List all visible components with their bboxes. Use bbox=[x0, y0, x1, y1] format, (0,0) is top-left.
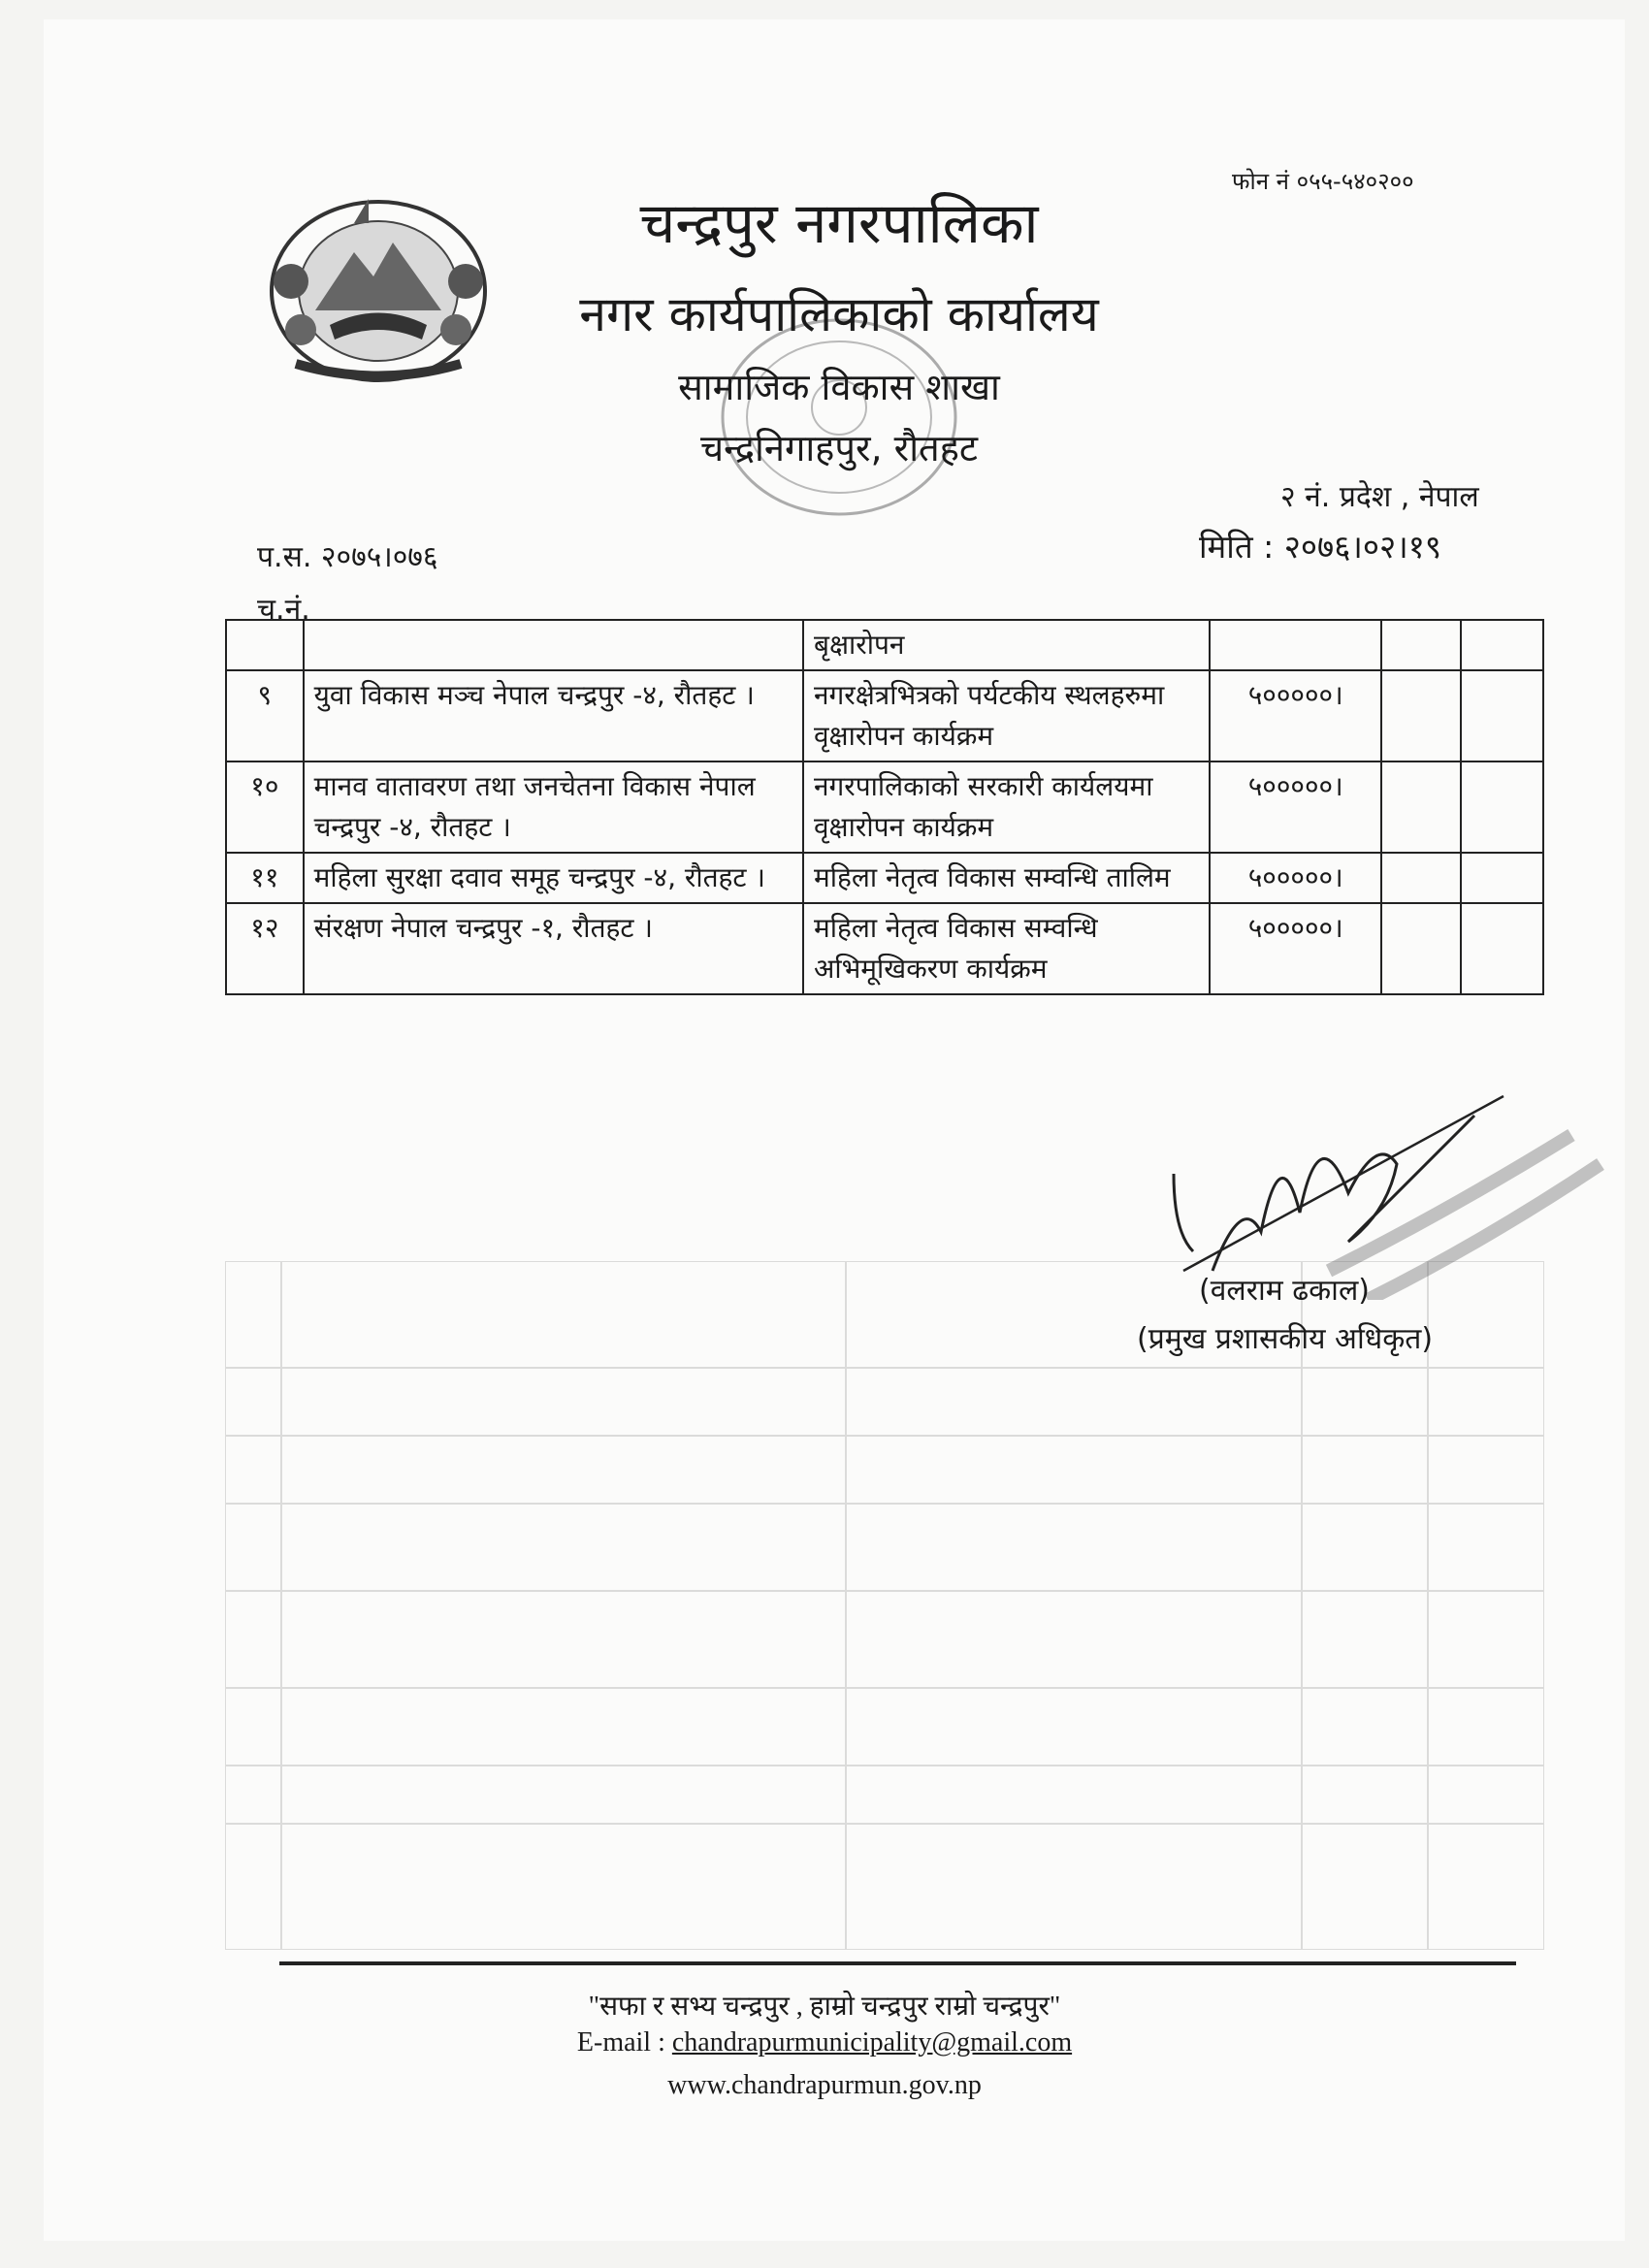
program-table bbox=[225, 619, 1544, 995]
footer-divider bbox=[279, 1961, 1516, 1965]
row-organization: संरक्षण नेपाल चन्द्रपुर -१, रौतहट । bbox=[304, 903, 803, 994]
row-serial: १० bbox=[226, 761, 304, 853]
row-organization: महिला सुरक्षा दवाव समूह चन्द्रपुर -४, रौतहट । bbox=[304, 853, 803, 903]
municipality-name: चन्द्रपुर नगरपालिका bbox=[639, 190, 1039, 256]
row-serial: ११ bbox=[226, 853, 304, 903]
row-amount: ५०००००। bbox=[1210, 903, 1381, 994]
email-label: E-mail : bbox=[576, 2027, 672, 2057]
table-row bbox=[226, 620, 1543, 670]
row-amount: ५०००००। bbox=[1210, 761, 1381, 853]
table-row bbox=[226, 670, 1543, 761]
row-program: महिला नेतृत्व विकास सम्वन्धि तालिम bbox=[803, 853, 1210, 903]
fiscal-year: प.स. २०७५।०७६ bbox=[257, 540, 438, 574]
row-amount: ५०००००। bbox=[1210, 853, 1381, 903]
office-address: चन्द्रनिगाहपुर, रौतहट bbox=[699, 427, 979, 470]
office-name: नगर कार्यपालिकाको कार्यालय bbox=[579, 286, 1099, 342]
table-row bbox=[226, 761, 1543, 853]
table-cell: बृक्षारोपन bbox=[803, 620, 1210, 670]
email-link[interactable]: chandrapurmunicipality@gmail.com bbox=[671, 2027, 1073, 2057]
table-cell bbox=[304, 620, 803, 670]
letter-date: मिति : २०७६।०२।१९ bbox=[1199, 528, 1442, 566]
table-cell bbox=[1381, 620, 1460, 670]
province: २ नं. प्रदेश , नेपाल bbox=[1280, 480, 1479, 514]
table-cell bbox=[1461, 853, 1543, 903]
dispatch-number: च.नं. bbox=[257, 593, 310, 627]
footer-website[interactable]: www.chandrapurmun.gov.np bbox=[667, 2070, 982, 2100]
table-cell bbox=[1461, 620, 1543, 670]
signature bbox=[1154, 1077, 1610, 1300]
table-row bbox=[226, 903, 1543, 994]
phone-number: फोन नं ०५५-५४०२०० bbox=[1232, 168, 1414, 195]
table-cell bbox=[1210, 620, 1381, 670]
row-program: नगरक्षेत्रभित्रको पर्यटकीय स्थलहरुमा वृक्षारोपन कार्यक्रम bbox=[803, 670, 1210, 761]
table-cell bbox=[1461, 903, 1543, 994]
signatory-title: (प्रमुख प्रशासकीय अधिकृत) bbox=[1137, 1322, 1434, 1356]
table-cell bbox=[1381, 903, 1460, 994]
table-cell bbox=[1381, 670, 1460, 761]
table-cell bbox=[1461, 670, 1543, 761]
row-program: महिला नेतृत्व विकास सम्वन्धि अभिमूखिकरण कार्यक्रम bbox=[803, 903, 1210, 994]
table-cell bbox=[1381, 761, 1460, 853]
table-cell bbox=[226, 620, 304, 670]
table-row bbox=[226, 853, 1543, 903]
row-serial: ९ bbox=[226, 670, 304, 761]
branch-name: सामाजिक विकास शाखा bbox=[678, 366, 1000, 408]
row-program: नगरपालिकाको सरकारी कार्यलयमा वृक्षारोपन कार्यक्रम bbox=[803, 761, 1210, 853]
row-amount: ५०००००। bbox=[1210, 670, 1381, 761]
table-cell bbox=[1461, 761, 1543, 853]
row-organization: युवा विकास मञ्च नेपाल चन्द्रपुर -४, रौतहट । bbox=[304, 670, 803, 761]
footer-slogan: "सफा र सभ्य चन्द्रपुर , हाम्रो चन्द्रपुर राम्रो चन्द्रपुर" bbox=[588, 1992, 1061, 2022]
table-cell bbox=[1381, 853, 1460, 903]
signatory-name: (वलराम ढकाल) bbox=[1199, 1274, 1370, 1308]
row-serial: १२ bbox=[226, 903, 304, 994]
footer-email bbox=[0, 2027, 1649, 2058]
row-organization: मानव वातावरण तथा जनचेतना विकास नेपाल चन्द्रपुर -४, रौतहट । bbox=[304, 761, 803, 853]
bleed-through-grid bbox=[225, 1261, 1544, 1950]
